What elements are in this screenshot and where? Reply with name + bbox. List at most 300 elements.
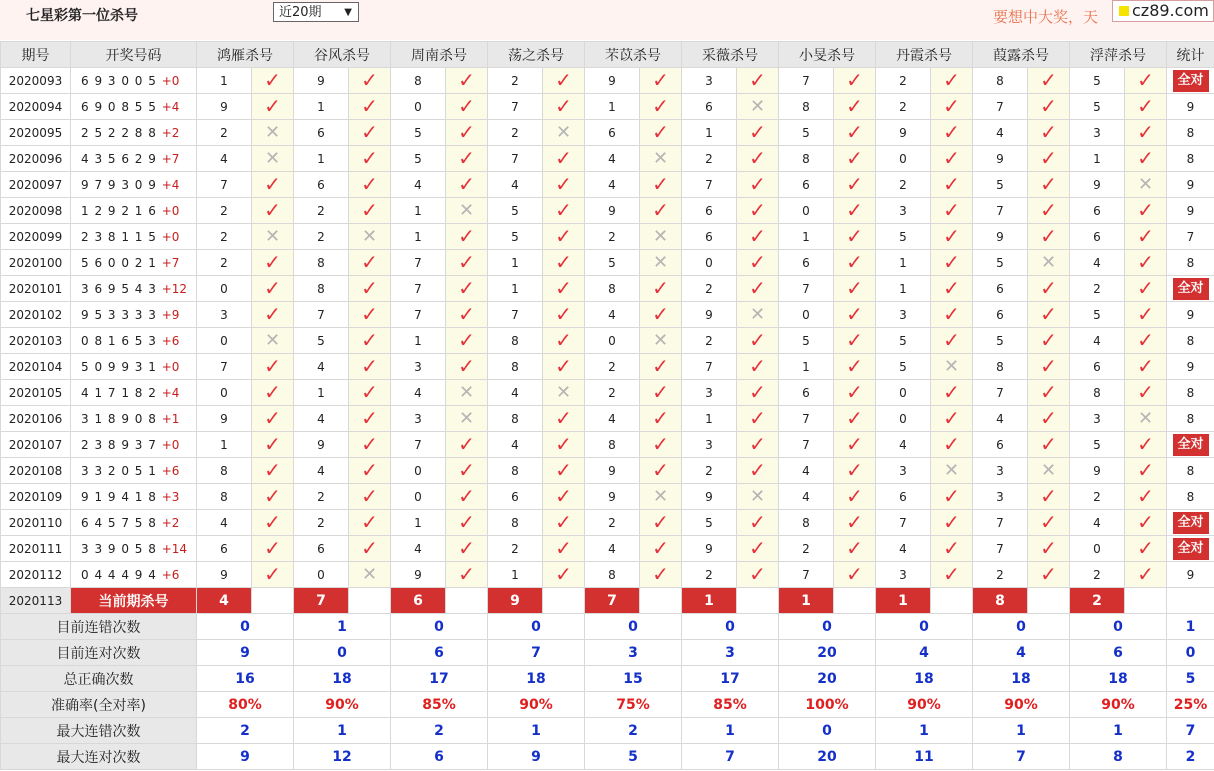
check-icon: ✓ bbox=[943, 68, 960, 92]
kill-number-cell: 8 bbox=[391, 68, 446, 94]
kill-number-cell: 1 bbox=[391, 510, 446, 536]
result-cell bbox=[931, 276, 973, 302]
stat-cell: 9 bbox=[1167, 302, 1214, 328]
result-cell bbox=[349, 328, 391, 354]
summary-value: 1 bbox=[1070, 718, 1167, 744]
current-kill-number: 1 bbox=[779, 588, 834, 614]
check-icon: ✓ bbox=[846, 302, 863, 326]
summary-value: 1 bbox=[488, 718, 585, 744]
result-cell bbox=[1028, 406, 1070, 432]
summary-rows bbox=[1, 588, 1214, 770]
table-row bbox=[1, 432, 1214, 458]
summary-value: 0 bbox=[779, 614, 876, 640]
cross-icon: ✕ bbox=[458, 199, 475, 221]
col-header-expert: 小旻杀号 bbox=[779, 42, 876, 68]
summary-value: 25% bbox=[1167, 692, 1214, 718]
kill-number-cell: 9 bbox=[973, 224, 1028, 250]
result-cell bbox=[737, 432, 779, 458]
blank-cell bbox=[349, 588, 391, 614]
draw-cell bbox=[71, 276, 197, 302]
draw-cell bbox=[71, 302, 197, 328]
summary-value: 0 bbox=[197, 614, 294, 640]
result-cell bbox=[1028, 432, 1070, 458]
draw-cell bbox=[71, 432, 197, 458]
summary-value: 85% bbox=[682, 692, 779, 718]
kill-number-cell: 7 bbox=[391, 302, 446, 328]
kill-number-cell: 8 bbox=[973, 354, 1028, 380]
kill-number-cell: 6 bbox=[973, 432, 1028, 458]
table-row bbox=[1, 458, 1214, 484]
result-cell bbox=[1028, 510, 1070, 536]
result-cell bbox=[252, 94, 294, 120]
check-icon: ✓ bbox=[264, 458, 281, 482]
result-cell bbox=[543, 120, 585, 146]
all-correct-badge: 全对 bbox=[1173, 434, 1209, 456]
result-cell bbox=[640, 354, 682, 380]
kill-number-cell: 4 bbox=[585, 406, 640, 432]
result-cell bbox=[252, 198, 294, 224]
issue-cell: 2020095 bbox=[1, 120, 71, 146]
col-header-draw: 开奖号码 bbox=[71, 42, 197, 68]
kill-number-cell: 3 bbox=[682, 380, 737, 406]
check-icon: ✓ bbox=[749, 68, 766, 92]
promo-banner[interactable] bbox=[1112, 0, 1214, 22]
check-icon: ✓ bbox=[749, 224, 766, 248]
blank-cell bbox=[834, 588, 876, 614]
kill-number-cell: 4 bbox=[294, 458, 349, 484]
check-icon: ✓ bbox=[264, 406, 281, 430]
check-icon: ✓ bbox=[1040, 510, 1057, 534]
summary-value: 0 bbox=[682, 614, 779, 640]
kill-number-cell: 2 bbox=[197, 224, 252, 250]
check-icon: ✓ bbox=[361, 198, 378, 222]
result-cell bbox=[640, 94, 682, 120]
check-icon: ✓ bbox=[1040, 302, 1057, 326]
summary-row bbox=[1, 666, 1214, 692]
result-cell bbox=[640, 302, 682, 328]
cross-icon: ✕ bbox=[652, 329, 669, 351]
summary-row bbox=[1, 718, 1214, 744]
kill-number-cell: 7 bbox=[779, 406, 834, 432]
check-icon: ✓ bbox=[458, 510, 475, 534]
cross-icon: ✕ bbox=[458, 407, 475, 429]
promo-text: cz89.com bbox=[1132, 1, 1209, 20]
summary-value: 1 bbox=[973, 718, 1070, 744]
check-icon: ✓ bbox=[943, 224, 960, 248]
check-icon: ✓ bbox=[943, 120, 960, 144]
result-cell bbox=[349, 432, 391, 458]
cross-icon: ✕ bbox=[1137, 407, 1154, 429]
summary-value: 0 bbox=[973, 614, 1070, 640]
result-cell bbox=[349, 562, 391, 588]
kill-number-cell: 7 bbox=[973, 198, 1028, 224]
col-header-expert: 荡之杀号 bbox=[488, 42, 585, 68]
blank-cell bbox=[640, 588, 682, 614]
result-cell bbox=[252, 328, 294, 354]
draw-cell bbox=[71, 94, 197, 120]
check-icon: ✓ bbox=[943, 172, 960, 196]
kill-number-cell: 7 bbox=[973, 510, 1028, 536]
check-icon: ✓ bbox=[652, 302, 669, 326]
kill-number-cell: 2 bbox=[488, 68, 543, 94]
result-cell bbox=[1125, 536, 1167, 562]
result-cell bbox=[1028, 302, 1070, 328]
result-cell bbox=[640, 380, 682, 406]
draw-digits: 4 1 7 1 8 2 bbox=[81, 385, 157, 400]
result-cell bbox=[640, 172, 682, 198]
result-cell bbox=[252, 432, 294, 458]
check-icon: ✓ bbox=[264, 94, 281, 118]
check-icon: ✓ bbox=[1137, 250, 1154, 274]
result-cell bbox=[543, 510, 585, 536]
summary-value: 9 bbox=[197, 640, 294, 666]
kill-number-cell: 2 bbox=[682, 458, 737, 484]
check-icon: ✓ bbox=[458, 484, 475, 508]
check-icon: ✓ bbox=[652, 458, 669, 482]
kill-number-cell: 7 bbox=[391, 276, 446, 302]
check-icon: ✓ bbox=[1040, 120, 1057, 144]
kill-number-cell: 6 bbox=[1070, 354, 1125, 380]
result-cell bbox=[252, 224, 294, 250]
check-icon: ✓ bbox=[361, 120, 378, 144]
result-cell bbox=[737, 120, 779, 146]
current-kill-number: 4 bbox=[197, 588, 252, 614]
result-cell bbox=[640, 510, 682, 536]
kill-number-cell: 7 bbox=[779, 68, 834, 94]
summary-value: 90% bbox=[973, 692, 1070, 718]
col-header-expert: 芣苡杀号 bbox=[585, 42, 682, 68]
stat-cell: 8 bbox=[1167, 120, 1214, 146]
check-icon: ✓ bbox=[943, 250, 960, 274]
result-cell bbox=[1028, 484, 1070, 510]
stat-cell: 9 bbox=[1167, 562, 1214, 588]
issue-cell: 2020111 bbox=[1, 536, 71, 562]
result-cell bbox=[737, 484, 779, 510]
result-cell bbox=[737, 172, 779, 198]
check-icon: ✓ bbox=[555, 146, 572, 170]
summary-label: 目前连错次数 bbox=[1, 614, 197, 640]
kill-number-cell: 2 bbox=[488, 536, 543, 562]
kill-number-cell: 1 bbox=[585, 94, 640, 120]
check-icon: ✓ bbox=[1040, 224, 1057, 248]
result-cell bbox=[1028, 120, 1070, 146]
cross-icon: ✕ bbox=[361, 225, 378, 247]
kill-number-cell: 3 bbox=[391, 354, 446, 380]
check-icon: ✓ bbox=[749, 458, 766, 482]
result-cell bbox=[252, 484, 294, 510]
result-cell bbox=[737, 510, 779, 536]
draw-digits: 9 7 9 3 0 9 bbox=[81, 177, 157, 192]
stat-cell bbox=[1167, 536, 1214, 562]
result-cell bbox=[446, 458, 488, 484]
kill-number-cell: 5 bbox=[876, 224, 931, 250]
check-icon: ✓ bbox=[458, 224, 475, 248]
check-icon: ✓ bbox=[361, 536, 378, 560]
kill-number-cell: 1 bbox=[876, 276, 931, 302]
summary-value: 5 bbox=[585, 744, 682, 770]
result-cell bbox=[543, 146, 585, 172]
draw-digits: 0 4 4 4 9 4 bbox=[81, 567, 157, 582]
header-row bbox=[1, 42, 1214, 68]
table-row bbox=[1, 302, 1214, 328]
slogan: 要想中大奖，天 bbox=[993, 8, 1099, 26]
summary-value: 7 bbox=[973, 744, 1070, 770]
result-cell bbox=[543, 458, 585, 484]
kill-number-cell: 7 bbox=[197, 172, 252, 198]
check-icon: ✓ bbox=[555, 302, 572, 326]
draw-bonus: +0 bbox=[161, 359, 180, 374]
kill-number-cell: 9 bbox=[197, 562, 252, 588]
summary-label: 总正确次数 bbox=[1, 666, 197, 692]
kill-number-cell: 5 bbox=[488, 224, 543, 250]
check-icon: ✓ bbox=[361, 406, 378, 430]
kill-number-cell: 0 bbox=[779, 302, 834, 328]
col-header-expert: 鸿雁杀号 bbox=[197, 42, 294, 68]
draw-bonus: +7 bbox=[161, 255, 180, 270]
result-cell bbox=[834, 510, 876, 536]
kill-number-cell: 2 bbox=[1070, 276, 1125, 302]
result-cell bbox=[834, 198, 876, 224]
summary-value: 2 bbox=[197, 718, 294, 744]
check-icon: ✓ bbox=[555, 510, 572, 534]
check-icon: ✓ bbox=[943, 406, 960, 430]
result-cell bbox=[252, 510, 294, 536]
kill-number-cell: 6 bbox=[973, 276, 1028, 302]
kill-number-cell: 2 bbox=[1070, 484, 1125, 510]
summary-value: 0 bbox=[1167, 640, 1214, 666]
check-icon: ✓ bbox=[361, 484, 378, 508]
summary-value: 2 bbox=[391, 718, 488, 744]
result-cell bbox=[640, 484, 682, 510]
table-row bbox=[1, 250, 1214, 276]
check-icon: ✓ bbox=[1040, 276, 1057, 300]
draw-bonus: +1 bbox=[161, 411, 180, 426]
result-cell bbox=[931, 354, 973, 380]
kill-number-cell: 4 bbox=[488, 380, 543, 406]
result-cell bbox=[640, 458, 682, 484]
check-icon: ✓ bbox=[652, 198, 669, 222]
result-cell bbox=[543, 172, 585, 198]
check-icon: ✓ bbox=[1040, 536, 1057, 560]
draw-cell bbox=[71, 172, 197, 198]
square-icon bbox=[1119, 6, 1129, 16]
kill-number-cell: 2 bbox=[682, 562, 737, 588]
draw-cell bbox=[71, 484, 197, 510]
issue-cell: 2020097 bbox=[1, 172, 71, 198]
kill-number-cell: 0 bbox=[197, 380, 252, 406]
result-cell bbox=[640, 146, 682, 172]
draw-digits: 9 5 3 3 3 3 bbox=[81, 307, 157, 322]
result-cell bbox=[1125, 484, 1167, 510]
kill-number-cell: 7 bbox=[391, 432, 446, 458]
stat-cell bbox=[1167, 276, 1214, 302]
summary-value: 100% bbox=[779, 692, 876, 718]
check-icon: ✓ bbox=[846, 510, 863, 534]
check-icon: ✓ bbox=[264, 380, 281, 404]
check-icon: ✓ bbox=[555, 458, 572, 482]
result-cell bbox=[1125, 68, 1167, 94]
kill-number-cell: 6 bbox=[682, 94, 737, 120]
result-cell bbox=[446, 276, 488, 302]
kill-number-cell: 6 bbox=[779, 172, 834, 198]
kill-number-cell: 2 bbox=[294, 484, 349, 510]
check-icon: ✓ bbox=[943, 198, 960, 222]
check-icon: ✓ bbox=[749, 536, 766, 560]
current-kill-number: 7 bbox=[585, 588, 640, 614]
check-icon: ✓ bbox=[749, 328, 766, 352]
kill-number-cell: 3 bbox=[973, 484, 1028, 510]
result-cell bbox=[1125, 94, 1167, 120]
draw-digits: 6 9 0 8 5 5 bbox=[81, 99, 157, 114]
result-cell bbox=[349, 276, 391, 302]
check-icon: ✓ bbox=[458, 354, 475, 378]
result-cell bbox=[1125, 146, 1167, 172]
period-select[interactable] bbox=[273, 2, 359, 22]
check-icon: ✓ bbox=[652, 406, 669, 430]
summary-value: 0 bbox=[294, 640, 391, 666]
draw-cell bbox=[71, 562, 197, 588]
result-cell bbox=[543, 406, 585, 432]
check-icon: ✓ bbox=[1040, 354, 1057, 378]
kill-number-cell: 9 bbox=[973, 146, 1028, 172]
draw-bonus: +6 bbox=[161, 333, 180, 348]
check-icon: ✓ bbox=[264, 68, 281, 92]
stat-cell: 8 bbox=[1167, 328, 1214, 354]
kill-number-cell: 2 bbox=[682, 328, 737, 354]
result-cell bbox=[543, 380, 585, 406]
summary-value: 18 bbox=[1070, 666, 1167, 692]
check-icon: ✓ bbox=[1137, 536, 1154, 560]
check-icon: ✓ bbox=[943, 328, 960, 352]
result-cell bbox=[640, 224, 682, 250]
cross-icon: ✕ bbox=[361, 563, 378, 585]
draw-digits: 3 3 9 0 5 8 bbox=[81, 541, 157, 556]
kill-number-cell: 0 bbox=[197, 276, 252, 302]
check-icon: ✓ bbox=[361, 250, 378, 274]
kill-number-cell: 3 bbox=[682, 432, 737, 458]
summary-value: 1 bbox=[294, 614, 391, 640]
summary-value: 90% bbox=[876, 692, 973, 718]
result-cell bbox=[1125, 380, 1167, 406]
check-icon: ✓ bbox=[943, 146, 960, 170]
check-icon: ✓ bbox=[749, 198, 766, 222]
kill-number-cell: 8 bbox=[294, 276, 349, 302]
draw-bonus: +2 bbox=[161, 515, 180, 530]
check-icon: ✓ bbox=[652, 68, 669, 92]
summary-label: 最大连对次数 bbox=[1, 744, 197, 770]
result-cell bbox=[349, 172, 391, 198]
kill-number-cell: 5 bbox=[391, 146, 446, 172]
result-cell bbox=[1028, 458, 1070, 484]
check-icon: ✓ bbox=[846, 432, 863, 456]
kill-number-cell: 2 bbox=[294, 510, 349, 536]
summary-value: 9 bbox=[488, 744, 585, 770]
kill-number-cell: 6 bbox=[779, 380, 834, 406]
table-row bbox=[1, 380, 1214, 406]
history-rows bbox=[1, 68, 1214, 588]
kill-number-cell: 0 bbox=[294, 562, 349, 588]
draw-bonus: +6 bbox=[161, 567, 180, 582]
summary-value: 1 bbox=[294, 718, 391, 744]
summary-value: 18 bbox=[488, 666, 585, 692]
check-icon: ✓ bbox=[1137, 510, 1154, 534]
cross-icon: ✕ bbox=[943, 459, 960, 481]
check-icon: ✓ bbox=[652, 536, 669, 560]
check-icon: ✓ bbox=[555, 198, 572, 222]
summary-value: 0 bbox=[391, 614, 488, 640]
kill-number-cell: 4 bbox=[294, 354, 349, 380]
check-icon: ✓ bbox=[1137, 328, 1154, 352]
stat-cell: 9 bbox=[1167, 94, 1214, 120]
kill-number-cell: 4 bbox=[294, 406, 349, 432]
draw-bonus: +0 bbox=[161, 437, 180, 452]
result-cell bbox=[1028, 224, 1070, 250]
table-row bbox=[1, 562, 1214, 588]
kill-number-cell: 3 bbox=[682, 68, 737, 94]
kill-number-cell: 9 bbox=[585, 458, 640, 484]
result-cell bbox=[834, 432, 876, 458]
result-cell bbox=[446, 120, 488, 146]
result-cell bbox=[446, 484, 488, 510]
summary-value: 18 bbox=[973, 666, 1070, 692]
kill-number-cell: 8 bbox=[779, 146, 834, 172]
check-icon: ✓ bbox=[749, 562, 766, 586]
check-icon: ✓ bbox=[361, 354, 378, 378]
kill-number-cell: 9 bbox=[197, 94, 252, 120]
check-icon: ✓ bbox=[1040, 146, 1057, 170]
result-cell bbox=[1125, 458, 1167, 484]
kill-number-cell: 1 bbox=[294, 146, 349, 172]
kill-number-cell: 1 bbox=[779, 354, 834, 380]
result-cell bbox=[1125, 276, 1167, 302]
check-icon: ✓ bbox=[1040, 562, 1057, 586]
check-icon: ✓ bbox=[943, 432, 960, 456]
check-icon: ✓ bbox=[652, 432, 669, 456]
check-icon: ✓ bbox=[1137, 224, 1154, 248]
check-icon: ✓ bbox=[264, 536, 281, 560]
kill-number-cell: 6 bbox=[294, 120, 349, 146]
chevron-down-icon: ▼ bbox=[344, 7, 352, 18]
kill-number-cell: 4 bbox=[876, 432, 931, 458]
kill-number-cell: 4 bbox=[876, 536, 931, 562]
kill-number-cell: 4 bbox=[585, 536, 640, 562]
kill-number-cell: 1 bbox=[391, 328, 446, 354]
issue-cell: 2020103 bbox=[1, 328, 71, 354]
check-icon: ✓ bbox=[361, 380, 378, 404]
check-icon: ✓ bbox=[943, 380, 960, 404]
result-cell bbox=[834, 120, 876, 146]
summary-value: 7 bbox=[1167, 718, 1214, 744]
kill-number-cell: 2 bbox=[876, 172, 931, 198]
table-row bbox=[1, 94, 1214, 120]
kill-number-cell: 4 bbox=[1070, 328, 1125, 354]
kill-number-cell: 5 bbox=[1070, 94, 1125, 120]
check-icon: ✓ bbox=[749, 380, 766, 404]
result-cell bbox=[1125, 250, 1167, 276]
kill-number-cell: 9 bbox=[585, 484, 640, 510]
result-cell bbox=[543, 484, 585, 510]
summary-value: 0 bbox=[1070, 614, 1167, 640]
result-cell bbox=[640, 68, 682, 94]
check-icon: ✓ bbox=[846, 120, 863, 144]
draw-cell bbox=[71, 198, 197, 224]
check-icon: ✓ bbox=[652, 380, 669, 404]
kill-number-cell: 3 bbox=[876, 198, 931, 224]
summary-value: 15 bbox=[585, 666, 682, 692]
kill-number-cell: 4 bbox=[488, 172, 543, 198]
check-icon: ✓ bbox=[1040, 380, 1057, 404]
result-cell bbox=[834, 354, 876, 380]
